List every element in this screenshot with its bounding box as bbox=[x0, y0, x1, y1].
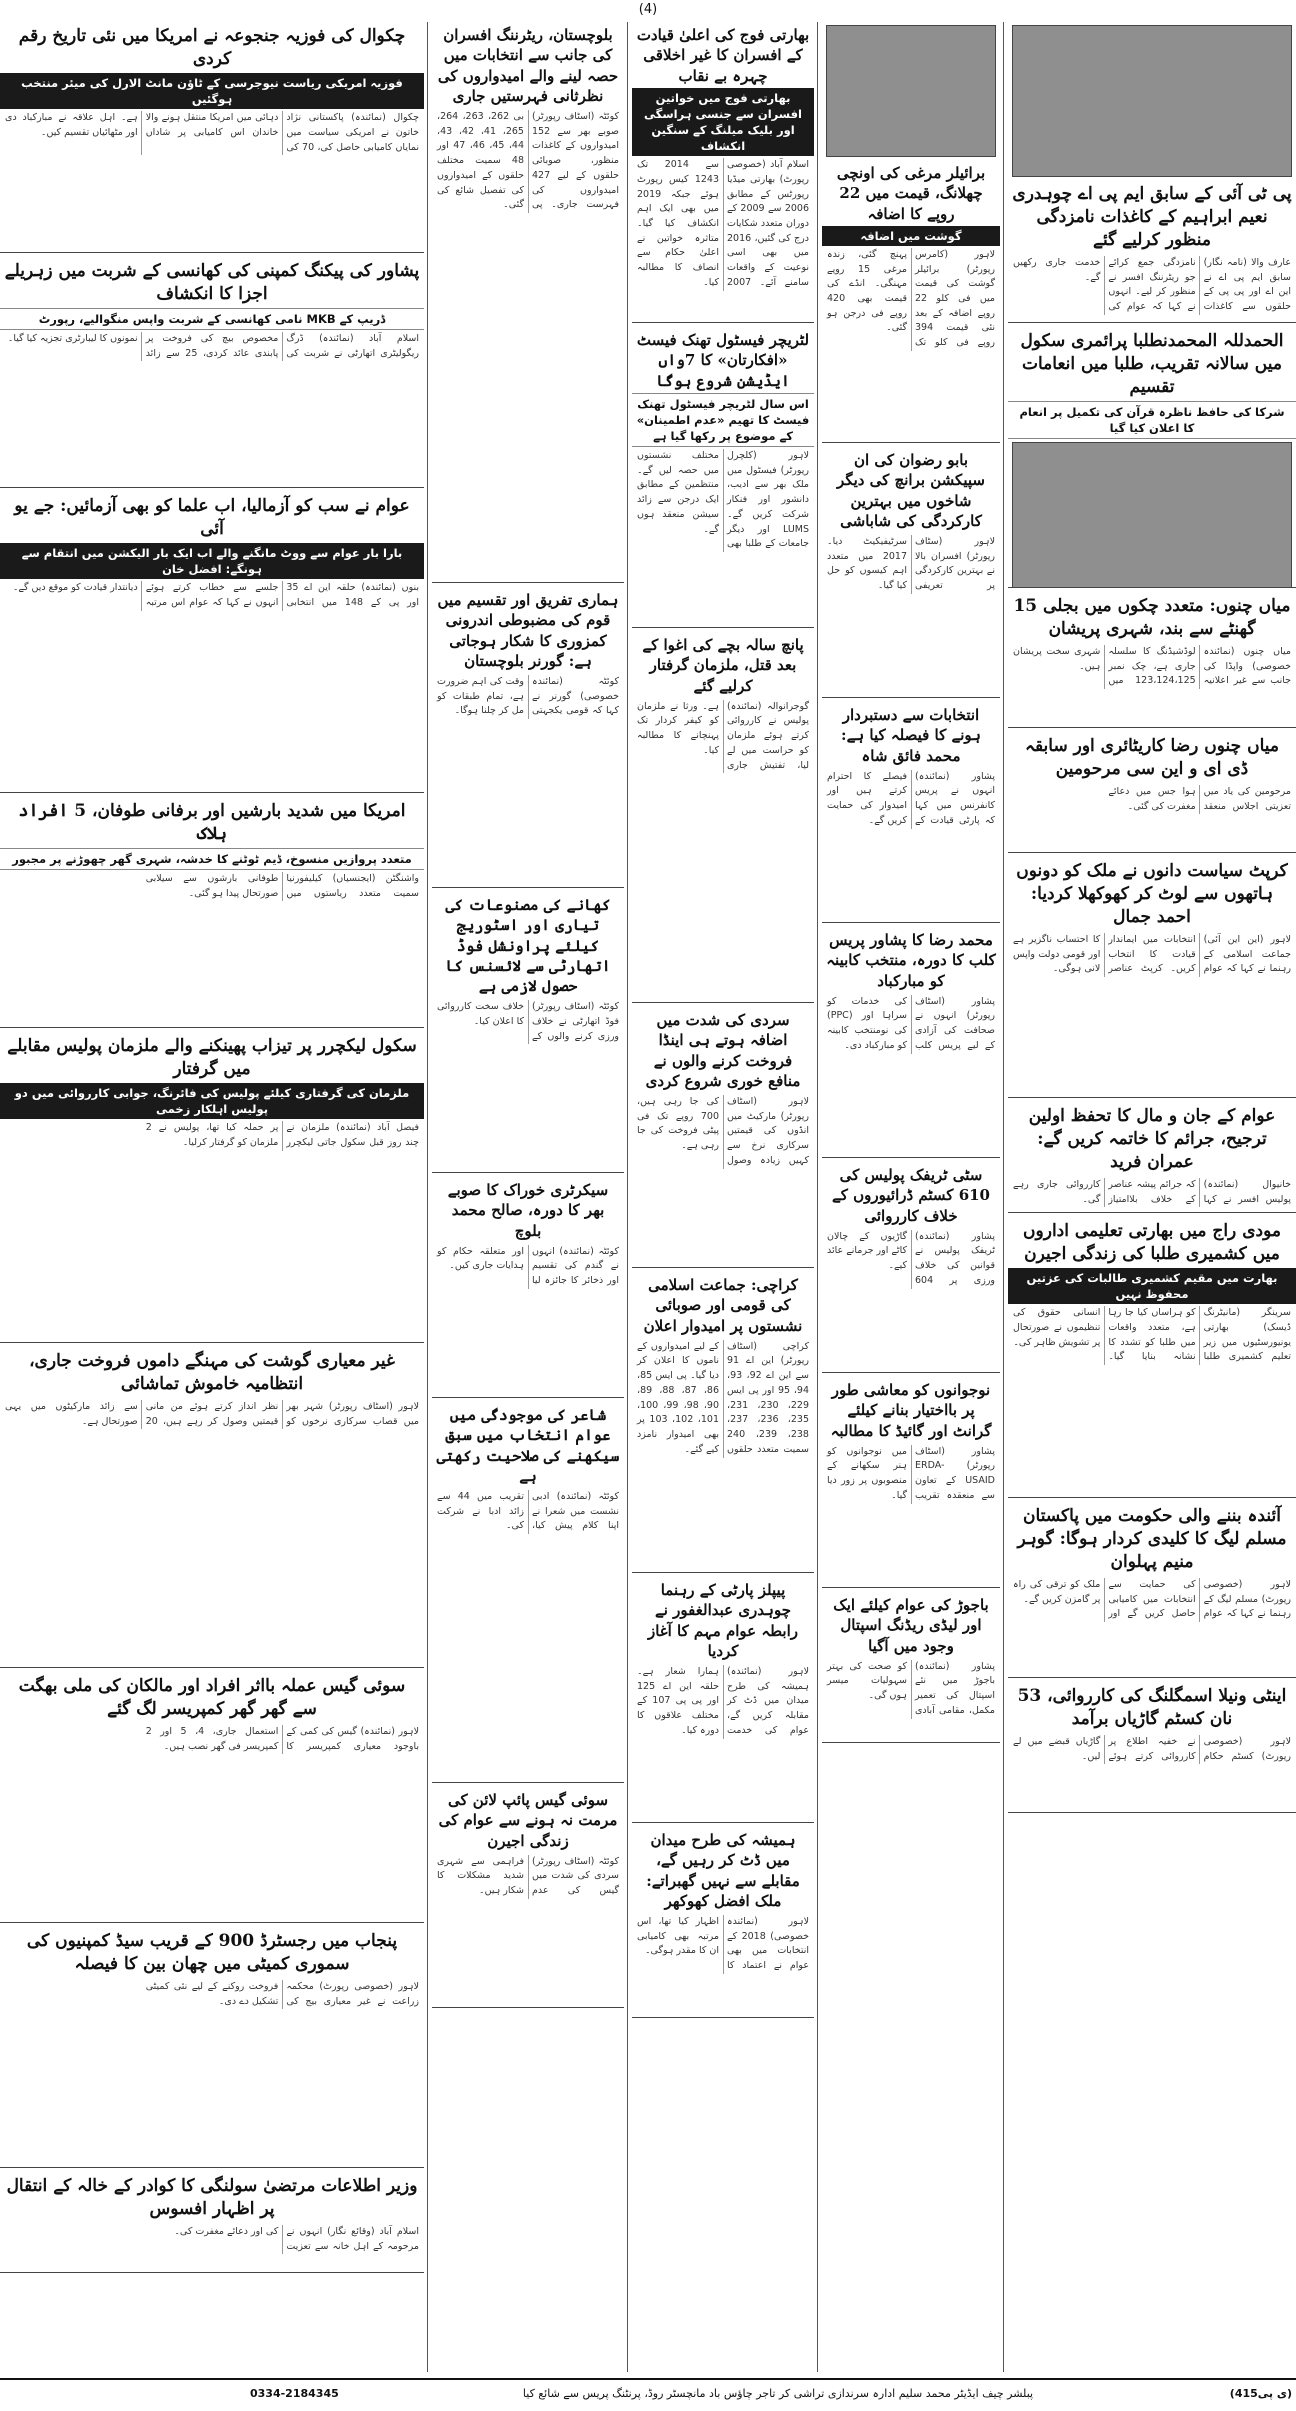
article-body: لاہور (خصوصی رپورٹ) محکمہ زراعت نے غیر معیاری بیج کی فروخت روکنے کے لیے نئی کمیٹی تشکیل دے دی۔ bbox=[145, 1980, 419, 2007]
headline: لٹریچر فیسٹول تھنک فیسٹ «افکارتان» کا 7واں ایڈیشن شروع ہوگا bbox=[636, 331, 810, 390]
column-4 bbox=[432, 22, 624, 2372]
article-body: چکوال (نمائندہ) پاکستانی نژاد خاتون نے امریکی سیاست میں نمایاں کامیابی حاصل کی، 70 کی دہائی میں امریکا منتقل ہونے والا خاندان اس کامیابی پر شاداں ہے۔ اہل علاقہ نے مبارکباد دی اور مٹھائیاں تقسیم کیں۔ bbox=[5, 112, 419, 153]
news-story bbox=[822, 927, 1000, 1158]
subheadline: متعدد پروازیں منسوخ، ڈیم ٹوٹنے کا خدشہ، شہری گھر چھوڑنے پر مجبور bbox=[0, 848, 424, 870]
news-story bbox=[1008, 1682, 1296, 1813]
news-story bbox=[432, 22, 624, 583]
headline: باجوڑ کی عوام کیلئے ایک اور لیڈی ریڈنگ اسپتال وجود میں آگیا bbox=[833, 1596, 989, 1655]
article-body: کوئٹہ (نمائندہ) ادبی نشست میں شعرا نے اپنا کلام پیش کیا، تقریب میں 44 سے زائد ادبا نے شرکت کی۔ bbox=[437, 1491, 619, 1532]
news-story bbox=[432, 1402, 624, 1783]
article-body: کوئٹہ (اسٹاف رپورٹر) صوبے بھر سے 152 امیدواروں کے کاغذات منظور، صوبائی حلقوں کے لیے 427 امیدواروں کی فہرست جاری۔ پی بی 262، 263، 264، 265، 41، 42، 43، 44، 45، 46، 47 اور 48 سمیت مختلف حلقوں کے امیدواروں کی تفصیل شائع کی گئی۔ bbox=[437, 111, 619, 211]
news-story bbox=[0, 257, 424, 488]
article-body: کوئٹہ (نمائندہ خصوصی) گورنر نے کہا کہ قومی یکجہتی وقت کی اہم ضرورت ہے، تمام طبقات کو مل کر چلنا ہوگا۔ bbox=[437, 676, 619, 717]
column-divider bbox=[817, 22, 818, 2372]
headline: نوجوانوں کو معاشی طور پر بااختیار بنانے کیلئے گرانٹ اور گائیڈ کا مطالبہ bbox=[830, 1381, 992, 1440]
article-body: لاہور (خصوصی رپورٹ) مسلم لیگ کے رہنما نے کہا کہ عوام کی حمایت سے انتخابات میں کامیابی حاصل کریں گے اور ملک کو ترقی کی راہ پر گامزن کریں گے۔ bbox=[1013, 1578, 1291, 1620]
news-story bbox=[632, 1007, 814, 1268]
news-photo bbox=[826, 25, 996, 157]
news-story bbox=[822, 1162, 1000, 1373]
news-story bbox=[822, 22, 1000, 443]
article-body: عارف والا (نامہ نگار) سابق ایم پی اے نے این اے اور پی پی کے حلقوں سے کاغذات نامزدگی جمع کرائے جو ریٹرننگ افسر نے منظور کر لیے۔ انہوں نے کہا کہ عوام کی خدمت جاری رکھیں گے۔ bbox=[1013, 256, 1291, 312]
headline: الحمدللہ المحمدنطلبا پرائمری سکول میں سالانہ تقریب، طلبا میں انعامات تقسیم bbox=[1020, 331, 1284, 397]
news-story bbox=[632, 22, 814, 323]
news-story bbox=[432, 1787, 624, 2008]
article-body: لاہور (سٹاف رپورٹر) افسران بالا نے بہترین کارکردگی پر تعریفی سرٹیفیکیٹ دیا۔ 2017 میں متعدد اہم کیسوں کو حل کیا گیا۔ bbox=[827, 536, 995, 592]
news-story bbox=[432, 1177, 624, 1398]
news-story bbox=[0, 1347, 424, 1668]
headline: انتخابات سے دستبردار ہونے کا فیصلہ کیا ہے: محمد فائق شاہ bbox=[841, 706, 981, 765]
news-story bbox=[1008, 857, 1296, 1098]
subheadline: بارا بار عوام سے ووٹ مانگنے والے اب ایک بار الیکشن میں انتقام سے ہونگے: افضل خان bbox=[0, 543, 424, 579]
article-body: کوئٹہ (نمائندہ) انہوں نے گندم کی تقسیم اور ذخائر کا جائزہ لیا اور متعلقہ حکام کو ہدایات جاری کیں۔ bbox=[437, 1245, 619, 1287]
news-story bbox=[1008, 327, 1296, 588]
headline: سوئی گیس عملہ بااثر افراد اور مالکان کی ملی بھگت سے گھر گھر کمپریسر لگ گئے bbox=[18, 1676, 406, 1719]
subheadline: فوزیہ امریکی ریاست نیوجرسی کے ٹاؤن مانٹ الارل کی میئر منتخب ہوگئیں bbox=[0, 73, 424, 109]
article-body: پشاور (نمائندہ) باجوڑ میں نئے اسپتال کی تعمیر مکمل، مقامی آبادی کو صحت کی بہتر سہولیات میسر ہوں گی۔ bbox=[827, 1660, 995, 1716]
headline: کراچی: جماعت اسلامی کی قومی اور صوبائی نشستوں پر امیدوار اعلان bbox=[643, 1276, 803, 1335]
news-story bbox=[432, 892, 624, 1173]
article-body: اسلام آباد (وقائع نگار) انہوں نے مرحومہ کے اہل خانہ سے تعزیت کی اور دعائے مغفرت کی۔ bbox=[174, 2225, 419, 2252]
column-divider bbox=[627, 22, 628, 2372]
headline: میاں چنوں: متعدد چکوں میں بجلی 15 گھنٹے سے بند، شہری پریشان bbox=[1013, 596, 1291, 639]
article-body: کوئٹہ (اسٹاف رپورٹر) فوڈ اتھارٹی نے خلاف ورزی کرنے والوں کے خلاف سخت کارروائی کا اعلان کیا۔ bbox=[437, 1001, 619, 1042]
news-story bbox=[822, 447, 1000, 698]
news-story bbox=[632, 632, 814, 1003]
headline: وزیر اطلاعات مرتضیٰ سولنگی کا کوادر کے خالہ کے انتقال پر اظہار افسوس bbox=[6, 2176, 418, 2219]
article-body: میاں چنوں (نمائندہ خصوصی) واپڈا کی جانب سے غیر اعلانیہ لوڈشیڈنگ کا سلسلہ جاری ہے، چک نمبر 123،124،125 میں شہری سخت پریشان ہیں۔ bbox=[1013, 645, 1291, 687]
headline: کھانے کی مصنوعات کی تیاری اور اسٹوریج کیلئے پراونشل فوڈ اتھارٹی سے لائسنس کا حصول لازمی ہے bbox=[445, 896, 611, 995]
article-body: سرینگر (مانیٹرنگ ڈیسک) بھارتی یونیورسٹیوں میں زیر تعلیم کشمیری طلبا کو ہراساں کیا جا رہا ہے، متعدد واقعات میں طلبا کو تشدد کا نشانہ بنایا گیا۔ انسانی حقوق کی تنظیموں نے صورتحال پر تشویش ظاہر کی۔ bbox=[1013, 1307, 1291, 1363]
article-body: گوجرانوالہ (نمائندہ) پولیس نے کارروائی کرتے ہوئے ملزمان کو حراست میں لے لیا، تفتیش جاری ہے۔ ورثا نے ملزمان کو کیفر کردار تک پہنچانے کا مطالبہ کیا۔ bbox=[637, 700, 809, 771]
news-story bbox=[1008, 592, 1296, 728]
news-photo bbox=[1012, 25, 1292, 177]
headline: سردی کی شدت میں اضافہ ہوتے ہی اینڈا فروخت کرنے والوں نے منافع خوری شروع کردی bbox=[645, 1011, 801, 1090]
article-body: مرحومین کی یاد میں تعزیتی اجلاس منعقد ہوا جس میں دعائے مغفرت کی گئی۔ bbox=[1108, 785, 1291, 812]
news-story bbox=[632, 1827, 814, 2018]
news-story bbox=[0, 1672, 424, 1923]
news-story bbox=[1008, 22, 1296, 323]
column-divider bbox=[427, 22, 428, 2372]
footer-code: (415ی پی) bbox=[1229, 2387, 1292, 2400]
news-story bbox=[0, 1032, 424, 1343]
column-3 bbox=[632, 22, 814, 2372]
article-body: لاہور (اسٹاف رپورٹر) مارکیٹ میں انڈوں کی قیمتیں سرکاری نرخ سے کہیں زیادہ وصول کی جا رہی ہیں، 700 روپے تک فی پیٹی فروخت کی جا رہی ہے۔ bbox=[637, 1096, 809, 1166]
news-story bbox=[432, 587, 624, 888]
article-body: اسلام آباد (نمائندہ) ڈرگ ریگولیٹری اتھارٹی نے شربت کی مخصوص بیچ کی فروخت پر پابندی عائد کردی، 25 سے زائد نمونوں کا لیبارٹری تجزیہ کیا گیا۔ bbox=[7, 332, 419, 359]
article-body: کوئٹہ (اسٹاف رپورٹر) سردی کی شدت میں گیس کی عدم فراہمی سے شہری شدید مشکلات کا شکار ہیں۔ bbox=[437, 1855, 619, 1897]
article-body: لاہور (کامرس رپورٹر) برائیلر گوشت کی قیمت میں فی کلو 22 روپے اضافہ کے بعد نئی قیمت 394 روپے فی کلو تک پہنچ گئی، زندہ مرغی 15 روپے مہنگی۔ انڈے کی قیمت بھی 420 روپے فی درجن ہو گئی۔ bbox=[827, 248, 995, 349]
column-5 bbox=[0, 22, 424, 2372]
news-story bbox=[632, 1272, 814, 1573]
headline: ہمیشہ کی طرح میدان میں ڈٹ کر رہیں گے، مقابلے سے نہیں گھبراتے: ملک افضل کھوکھر bbox=[646, 1831, 800, 1910]
headline: سکول لیکچرر پر تیزاب پھینکنے والے ملزمان پولیس مقابلے میں گرفتار bbox=[7, 1036, 417, 1079]
headline: بلوچستان، ریٹرننگ افسران کی جانب سے انتخابات میں حصہ لینے والے امیدواروں کی نظرثانی فہرستیں جاری bbox=[437, 26, 619, 105]
headline: پانچ سالہ بچے کی اغوا کے بعد قتل، ملزمان گرفتار کرلیے گئے bbox=[642, 636, 804, 695]
subheadline: گوشت میں اضافہ bbox=[822, 226, 1000, 246]
subheadline: بھارت میں مقیم کشمیری طالبات کی عزتیں محفوظ نہیں bbox=[1008, 1268, 1296, 1304]
news-story bbox=[1008, 1502, 1296, 1678]
article-body: بنوں (نمائندہ) حلقہ این اے 35 اور پی کے 148 میں انتخابی جلسے سے خطاب کرتے ہوئے انہوں نے کہا کہ عوام اس مرتبہ دیانتدار قیادت کو موقع دیں گے۔ bbox=[12, 582, 419, 608]
article-body: لاہور (خصوصی رپورٹ) کسٹم حکام نے خفیہ اطلاع پر کارروائی کرتے ہوئے گاڑیاں قبضے میں لے لیں۔ bbox=[1013, 1735, 1291, 1762]
footer-bar bbox=[0, 2378, 1296, 2408]
headline: بھارتی فوج کی اعلیٰ قیادت کے افسران کا غیر اخلاقی چہرہ بے نقاب bbox=[636, 26, 810, 85]
headline: عوام کے جان و مال کا تحفظ اولین ترجیح، جرائم کا خاتمہ کریں گے: عمران فرید bbox=[1028, 1106, 1276, 1172]
headline: پی ٹی آئی کے سابق ایم پی اے چوہدری نعیم ابراہیم کے کاغذات نامزدگی منظور کرلیے گئے bbox=[1012, 184, 1292, 250]
headline: پشاور کی پیکنگ کمپنی کی کھانسی کے شربت میں زہریلے اجزا کا انکشاف bbox=[4, 261, 420, 304]
article-body: لاہور (این این آئی) جماعت اسلامی کے رہنما نے کہا کہ عوام انتخابات میں ایماندار قیادت کا انتخاب کریں۔ کرپٹ عناصر کا احتساب ناگزیر ہے اور قومی دولت واپس لانی ہوگی۔ bbox=[1013, 933, 1291, 975]
headline: مودی راج میں بھارتی تعلیمی اداروں میں کشمیری طلبا کی زندگی اجیرن bbox=[1023, 1221, 1281, 1264]
headline: پنجاب میں رجسٹرڈ 900 کے قریب سیڈ کمپنیوں کی سموری کمیٹی میں چھان بین کا فیصلہ bbox=[26, 1931, 398, 1974]
article-body: لاہور (نمائندہ) ہمیشہ کی طرح میدان میں ڈٹ کر مقابلہ کریں گے، عوام کی خدمت ہمارا شعار ہے۔ حلقہ این اے 125 اور پی پی 107 کے مختلف علاقوں کا دورہ کیا۔ bbox=[637, 1666, 809, 1736]
news-story bbox=[1008, 732, 1296, 853]
article-body: پشاور (اسٹاف رپورٹر) انہوں نے صحافت کی آزادی کے لیے پریس کلب کی خدمات کو سراہا اور (PPC) کی نومنتخب کابینہ کو مبارکباد دی۔ bbox=[827, 995, 995, 1051]
article-body: لاہور (نمائندہ خصوصی) 2018 کے انتخابات میں بھی عوام نے اعتماد کا اظہار کیا تھا، اس مرتبہ بھی کامیابی ان کا مقدر ہوگی۔ bbox=[637, 1916, 809, 1972]
article-body: پشاور (نمائندہ) انہوں نے پریس کانفرنس میں کہا کہ پارٹی قیادت کے فیصلے کا احترام کرتے ہیں اور امیدوار کی حمایت کریں گے۔ bbox=[827, 770, 995, 826]
article-body: اسلام آباد (خصوصی رپورٹ) بھارتی میڈیا رپورٹس کے مطابق 2006 سے 2009 کے دوران متعدد شکایات درج کی گئیں، 2016 میں بھی اسی نوعیت کے واقعات سامنے آئے۔ 2007 سے 2014 تک 1243 کیس رپورٹ ہوئے جبکہ 2019 میں بھی ایک اہم انکشاف کیا گیا۔ متاثرہ خواتین نے اعلیٰ حکام سے انصاف کا مطالبہ کیا۔ bbox=[637, 159, 809, 288]
headline: کرپٹ سیاست دانوں نے ملک کو دونوں ہاتھوں سے لوٹ کر کھوکھلا کردیا: احمد جمال bbox=[1016, 861, 1288, 927]
news-story bbox=[1008, 1217, 1296, 1498]
article-body: کراچی (اسٹاف رپورٹر) این اے 91 سے این اے 92، 93، 94، 95 اور پی ایس 229، 230، 231، 235، 236، 237، 238، 239، 240 سمیت متعدد حلقوں کے لیے امیدواروں کے ناموں کا اعلان کر دیا گیا۔ پی ایس 85، 86، 87، 88، 89، 90، 98، 99، 100، 101، 102، 103 پر بھی امیدوار نامزد کیے گئے۔ bbox=[637, 1340, 809, 1455]
headline: آئندہ بننے والی حکومت میں پاکستان مسلم لیگ کا کلیدی کردار ہوگا: گوہر منیم پہلوان bbox=[1017, 1506, 1287, 1572]
headline: ہماری تفریق اور تقسیم میں قوم کی مضبوطی اندرونی کمزوری کا شکار ہوجاتی ہے: گورنر بلوچستان bbox=[437, 591, 619, 670]
subheadline: بھارتی فوج میں خواتین افسران سے جنسی ہراسگی اور بلیک میلنگ کے سنگین انکشاف bbox=[632, 88, 814, 156]
news-story bbox=[1008, 1102, 1296, 1213]
subheadline: ڈریپ کے MKB نامی کھانسی کے شربت واپس منگوالیے، رپورٹ bbox=[0, 308, 424, 330]
article-body: لاہور (کلچرل رپورٹر) فیسٹول میں ملک بھر سے ادیب، دانشور اور فنکار شرکت کریں گے۔ LUMS اور دیگر جامعات کے طلبا بھی مختلف نشستوں میں حصہ لیں گے۔ منتظمین کے مطابق ایک درجن سے زائد سیشن منعقد ہوں گے۔ bbox=[637, 450, 809, 550]
footer-imprint: پبلشر چیف ایڈیٹر محمد سلیم ادارہ سرندازی تراشی کر تاجر چاؤس باد مانچسٹر روڈ، پرنٹنگ پریس سے شائع کیا bbox=[522, 2387, 1034, 2400]
headline: چکوال کی فوزیہ جنجوعہ نے امریکا میں نئی تاریخ رقم کردی bbox=[18, 26, 406, 69]
news-story bbox=[0, 2172, 424, 2273]
headline: میاں چنوں رضا کاریٹائری اور سابقہ ڈی ای و این سی مرحومین bbox=[1024, 736, 1280, 779]
article-body: لاہور (نمائندہ) گیس کی کمی کے باوجود معیاری کمپریسر کا استعمال جاری، 4، 5 اور 2 کمپریسر فی گھر نصب ہیں۔ bbox=[145, 1725, 419, 1752]
footer-phone: 0334-2184345 bbox=[250, 2387, 339, 2400]
subheadline: اس سال لٹریچر فیسٹول تھنک فیسٹ کا تھیم «عدم اطمینان» کے موضوع پر رکھا گیا ہے bbox=[632, 393, 814, 447]
news-story bbox=[822, 1592, 1000, 1743]
article-body: پشاور (نمائندہ) ٹریفک پولیس نے قوانین کی خلاف ورزی پر 604 گاڑیوں کے چالان کاٹے اور جرمانے عائد کیے۔ bbox=[826, 1230, 995, 1286]
news-story bbox=[822, 702, 1000, 923]
headline: شاعر کی موجودگی میں عوام انتخاب میں سبق سیکھنے کی صلاحیت رکھتی ہے bbox=[436, 1406, 620, 1485]
news-story bbox=[822, 1377, 1000, 1588]
news-story bbox=[0, 22, 424, 253]
news-story bbox=[0, 1927, 424, 2168]
headline: غیر معیاری گوشت کی مہنگے داموں فروخت جاری، انتظامیہ خاموش تماشائی bbox=[29, 1351, 395, 1394]
column-divider bbox=[1003, 22, 1004, 2372]
headline: بابو رضوان کی ان سپیکشن برانچ کی دیگر شاخوں میں بہترین کارکردگی کی شاباشی bbox=[837, 451, 985, 530]
headline: محمد رضا کا پشاور پریس کلب کا دورہ، منتخب کابینہ کو مبارکباد bbox=[826, 931, 996, 990]
news-story bbox=[632, 327, 814, 628]
headline: امریکا میں شدید بارشیں اور برفانی طوفان، 5 افراد ہلاک bbox=[18, 801, 406, 844]
column-2 bbox=[822, 22, 1000, 2372]
headline: برائیلر مرغی کی اونچی چھلانگ، قیمت میں 22 روپے کا اضافہ bbox=[836, 164, 986, 223]
headline: سوئی گیس پائپ لائن کی مرمت نہ ہونے سے عوام کی زندگی اجیرن bbox=[438, 1791, 618, 1850]
subheadline: ملزمان کی گرفتاری کیلئے پولیس کی فائرنگ، جوابی کارروائی میں دو پولیس اہلکار زخمی bbox=[0, 1083, 424, 1119]
article-body: واشنگٹن (ایجنسیاں) کیلیفورنیا سمیت متعدد ریاستوں میں طوفانی بارشوں سے سیلابی صورتحال پیدا ہو گئی۔ bbox=[145, 872, 419, 899]
headline: سیکرٹری خوراک کا صوبے بھر کا دورہ، صالح محمد بلوچ bbox=[447, 1181, 609, 1240]
news-story bbox=[0, 797, 424, 1028]
article-body: فیصل آباد (نمائندہ) ملزمان نے چند روز قبل سکول جاتی لیکچرر پر حملہ کیا تھا، پولیس نے 2 ملزمان کو گرفتار کرلیا۔ bbox=[145, 1122, 419, 1148]
headline: پیپلز پارٹی کے رہنما چوہدری عبدالغفور نے رابطہ عوام مہم کا آغاز کردیا bbox=[647, 1581, 799, 1660]
headline: عوام نے سب کو آزمالیا، اب علما کو بھی آزمائیں: جے یو آئی bbox=[14, 496, 410, 539]
column-1 bbox=[1008, 22, 1296, 2372]
headline: اینٹی ونیلا اسمگلنگ کی کارروائی، 53 نان کسٹم گاڑیاں برآمد bbox=[1017, 1686, 1287, 1729]
article-body: پشاور (اسٹاف رپورٹر) ERDA-USAID کے تعاون سے منعقدہ تقریب میں نوجوانوں کو ہنر سکھانے کے منصوبوں پر زور دیا گیا۔ bbox=[827, 1445, 995, 1501]
news-story bbox=[0, 492, 424, 793]
article-body: لاہور (اسٹاف رپورٹر) شہر بھر میں قصاب سرکاری نرخوں کو نظر انداز کرتے ہوئے من مانی قیمتیں وصول کر رہے ہیں، 20 سے زائد مارکیٹوں میں یہی صورتحال ہے۔ bbox=[5, 1400, 419, 1427]
news-story bbox=[632, 1577, 814, 1823]
page-number: (4) bbox=[638, 2, 658, 17]
article-body: خانیوال (نمائندہ) پولیس افسر نے کہا کہ جرائم پیشہ عناصر کے خلاف بلاامتیاز کارروائی جاری رہے گی۔ bbox=[1013, 1178, 1291, 1205]
subheadline: شرکا کی حافظ ناظرہ قرآن کی تکمیل پر انعام کا اعلان کیا گیا bbox=[1008, 401, 1296, 439]
news-photo bbox=[1012, 442, 1292, 588]
headline: سٹی ٹریفک پولیس کی 610 کسٹم ڈرائیوروں کے خلاف کارروائی bbox=[832, 1166, 990, 1225]
